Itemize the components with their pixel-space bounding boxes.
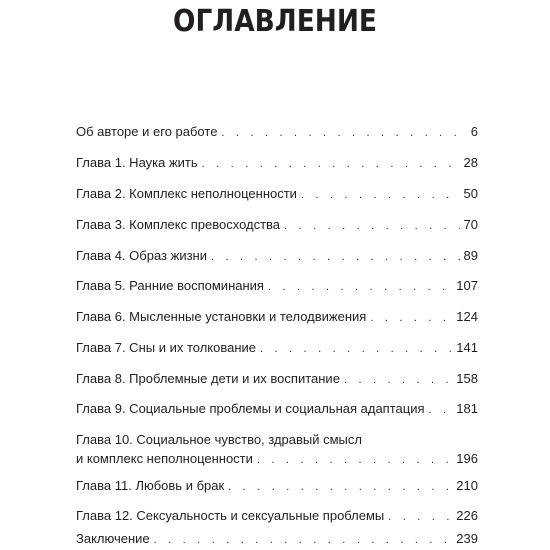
toc-entry-chapter-6 (76, 307, 478, 328)
toc-entry-title: Об авторе и его работе (76, 124, 218, 139)
toc-entry-conclusion (76, 529, 478, 550)
dot-leader (221, 124, 466, 143)
toc-entry-page: 210 (456, 478, 478, 493)
toc-entry-chapter-2 (76, 184, 478, 205)
toc-entry-page: 70 (463, 217, 478, 232)
toc-entry-page: 141 (456, 340, 478, 355)
toc-entry-title: Глава 2. Комплекс неполноценности (76, 186, 297, 201)
toc-entry-chapter-1 (76, 153, 478, 174)
toc-entry-page: 6 (470, 124, 478, 139)
toc-entry-chapter-12 (76, 506, 478, 527)
toc-entry-title: Глава 12. Сексуальность и сексуальные проблемы (76, 508, 385, 523)
dot-leader (388, 508, 452, 527)
toc-entry-chapter-5 (76, 276, 478, 297)
dot-leader (228, 478, 452, 497)
toc-entry-page: 50 (463, 186, 478, 201)
toc-entry-title: Глава 11. Любовь и брак (76, 478, 225, 493)
toc-entry-chapter-8 (76, 369, 478, 390)
toc-entry-title: Заключение (76, 531, 150, 546)
toc-entry-chapter-3 (76, 215, 478, 236)
dot-leader (284, 217, 459, 236)
toc-entry-page: 239 (456, 531, 478, 546)
toc-entry-title: Глава 7. Сны и их толкование (76, 340, 257, 355)
page-title: ОГЛАВЛЕНИЕ (173, 4, 377, 39)
dot-leader (429, 401, 453, 420)
toc-entry-chapter-4 (76, 246, 478, 267)
dot-leader (268, 278, 452, 297)
toc-entry-page: 124 (456, 309, 478, 324)
dot-leader (370, 309, 452, 328)
dot-leader (211, 248, 460, 267)
dot-leader (154, 531, 453, 550)
toc-entry-title: Глава 9. Социальные проблемы и социальная адаптация (76, 401, 425, 416)
toc-entry-title: Глава 6. Мысленные установки и телодвижения (76, 309, 367, 324)
toc-entry-page: 158 (456, 371, 478, 386)
toc-entry-page: 89 (463, 248, 478, 263)
toc-entry-title: Глава 5. Ранние воспоминания (76, 278, 264, 293)
toc-entry-page: 196 (456, 451, 478, 466)
toc-entry-page: 107 (456, 278, 478, 293)
toc-entry-title: Глава 1. Наука жить (76, 155, 198, 170)
dot-leader (202, 155, 460, 174)
toc-entry-chapter-11 (76, 476, 478, 497)
toc-entry-chapter-9 (76, 399, 478, 420)
toc-entry-page: 28 (463, 155, 478, 170)
toc-entry-page: 226 (456, 508, 478, 523)
toc-entry-chapter-10 (76, 430, 478, 470)
toc-entry-title: Глава 8. Проблемные дети и их воспитание (76, 371, 340, 386)
toc-entry-about-author (76, 122, 478, 143)
toc-entry-title: Глава 10. Социальное чувство, здравый смысл (76, 432, 362, 447)
dot-leader (344, 371, 452, 390)
dot-leader (301, 186, 460, 205)
toc-entry-title: Глава 4. Образ жизни (76, 248, 207, 263)
toc-entry-title: Глава 3. Комплекс превосходства (76, 217, 281, 232)
dot-leader (257, 451, 452, 470)
toc-entry-title-continued: и комплекс неполноценности (76, 451, 253, 466)
toc-entry-page: 181 (456, 401, 478, 416)
dot-leader (260, 340, 452, 359)
toc-entry-chapter-7 (76, 338, 478, 359)
